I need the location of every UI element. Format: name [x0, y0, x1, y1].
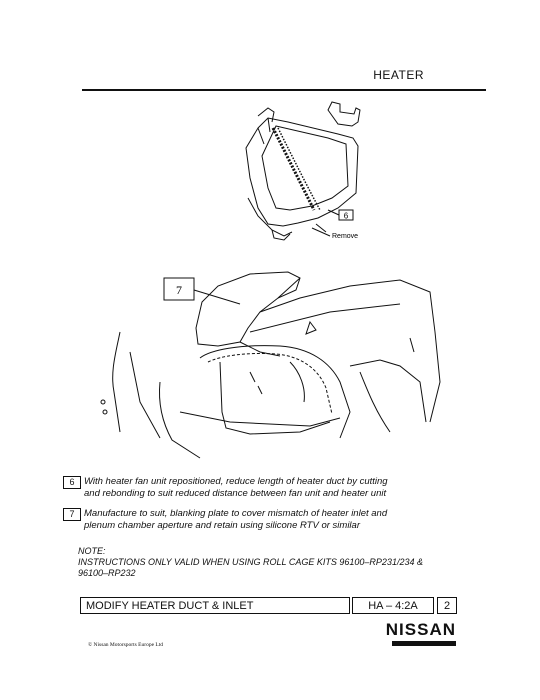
instruction-7-line2: plenum chamber aperture and retain using silicone RTV or similar — [84, 520, 360, 531]
plate-callout-number: 7 — [176, 283, 182, 297]
header-rule — [82, 89, 486, 91]
nissan-logo: NISSAN — [385, 620, 456, 639]
instruction-6-line1: With heater fan unit repositioned, reduce length of heater duct by cutting — [84, 476, 388, 487]
instruction-6-number: 6 — [63, 476, 81, 489]
heater-duct-illustration — [228, 98, 378, 248]
duct-callout-number: 6 — [343, 211, 349, 221]
copyright-notice: © Nissan Motorsports Europe Ltd — [88, 642, 164, 648]
remove-label: Remove — [332, 233, 359, 240]
blanking-plate-illustration — [100, 262, 450, 462]
document-reference: HA – 4:2A — [352, 597, 434, 614]
document-title: MODIFY HEATER DUCT & INLET — [80, 597, 350, 614]
note-line1: INSTRUCTIONS ONLY VALID WHEN USING ROLL CAGE KITS 96100–RP231/234 & — [78, 557, 423, 567]
instruction-6 — [63, 476, 388, 500]
note-block — [78, 546, 423, 579]
instruction-7-line1: Manufacture to suit, blanking plate to cover mismatch of heater inlet and — [84, 508, 388, 519]
instruction-6-line2: and rebonding to suit reduced distance between fan unit and heater unit — [84, 488, 387, 499]
instruction-7-number: 7 — [63, 508, 81, 521]
section-title: HEATER — [373, 68, 424, 82]
brand-bar — [392, 641, 456, 646]
note-line2: 96100–RP232 — [78, 568, 136, 578]
page-number: 2 — [437, 597, 457, 614]
note-heading: NOTE: — [78, 546, 106, 556]
instruction-7 — [63, 508, 387, 532]
